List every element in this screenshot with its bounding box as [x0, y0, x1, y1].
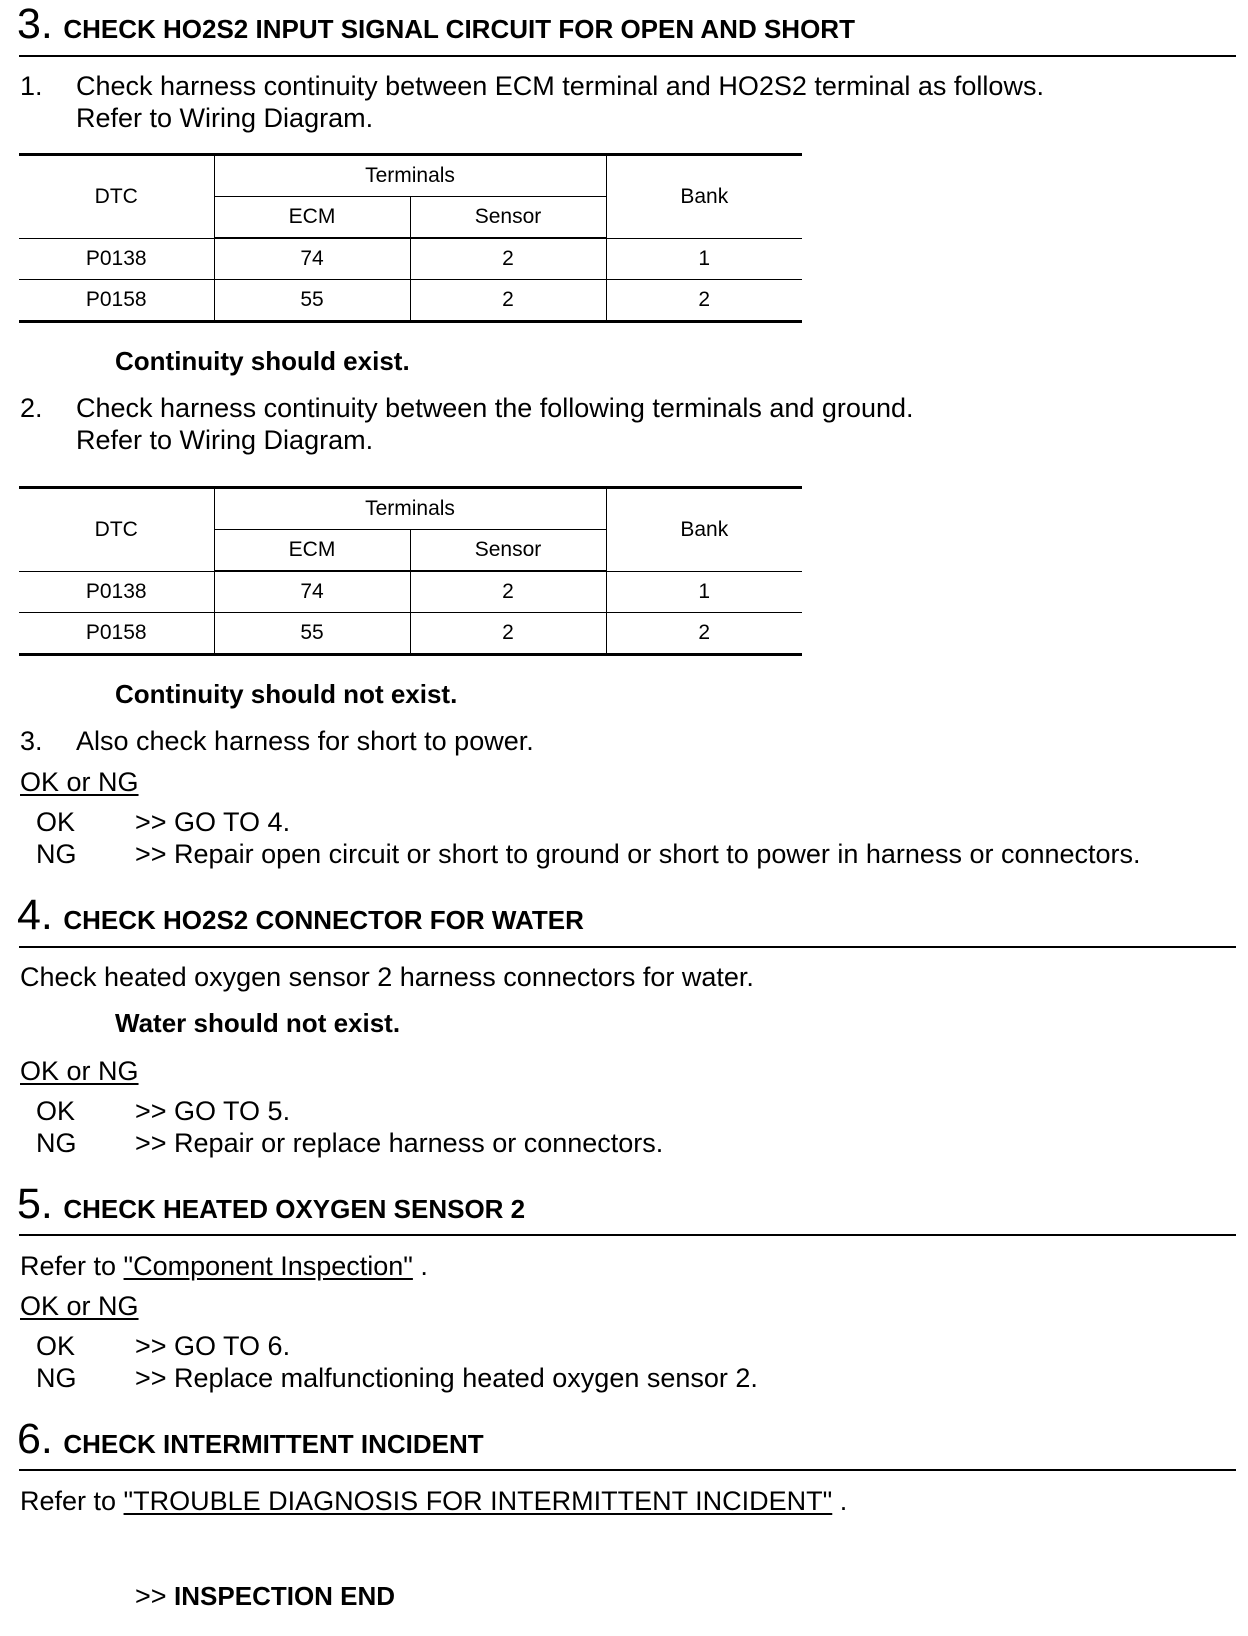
wiring-diagram-link[interactable]: Refer to Wiring Diagram. [76, 425, 374, 455]
step-number: 3. [17, 0, 53, 48]
cell-bank: 1 [606, 571, 802, 613]
section-divider [19, 1234, 1236, 1236]
ng-action: >> Repair or replace harness or connectors. [135, 1128, 664, 1158]
item-text: Check harness continuity between the following terminals and ground. [76, 393, 914, 423]
intermittent-incident-link[interactable]: "TROUBLE DIAGNOSIS FOR INTERMITTENT INCIDENT" [123, 1486, 833, 1516]
item-number: 3. [20, 726, 43, 756]
ok-label: OK [36, 1331, 76, 1361]
step-title: CHECK HEATED OXYGEN SENSOR 2 [63, 1194, 526, 1224]
refer-prefix: Refer to [20, 1251, 124, 1281]
item-text [76, 105, 373, 132]
refer-text [20, 1488, 847, 1515]
ng-label: NG [36, 839, 77, 869]
step-number: 5. [17, 1180, 53, 1228]
section-divider [19, 946, 1236, 948]
col-header-terminals: Terminals [214, 155, 606, 197]
terminal-table [19, 153, 802, 323]
item-text: Also check harness for short to power. [76, 726, 534, 756]
cell-sensor: 2 [410, 238, 606, 280]
cell-bank: 1 [606, 238, 802, 280]
cell-ecm: 55 [214, 613, 410, 655]
ng-action: >> Repair open circuit or short to ground or short to power in harness or connectors. [135, 839, 1141, 869]
col-header-ecm: ECM [214, 197, 410, 239]
col-header-dtc: DTC [19, 488, 214, 572]
ok-label: OK [36, 1096, 76, 1126]
ng-label: NG [36, 1363, 77, 1393]
step-title: CHECK HO2S2 INPUT SIGNAL CIRCUIT FOR OPEN AND SHORT [63, 14, 855, 44]
end-arrow: >> [135, 1581, 175, 1611]
terminal-table [19, 486, 802, 656]
table-row [19, 238, 802, 280]
col-header-bank: Bank [606, 488, 802, 572]
step-title: CHECK INTERMITTENT INCIDENT [63, 1429, 484, 1459]
col-header-sensor: Sensor [410, 197, 606, 239]
cell-sensor: 2 [410, 280, 606, 322]
refer-suffix: . [412, 1251, 428, 1281]
item-text [76, 427, 373, 454]
table-row [19, 280, 802, 322]
col-header-dtc: DTC [19, 155, 214, 239]
col-header-sensor: Sensor [410, 530, 606, 572]
ok-or-ng-label: OK or NG [20, 1056, 139, 1086]
ok-action[interactable]: >> GO TO 5. [135, 1096, 291, 1126]
ok-or-ng-label: OK or NG [20, 1291, 139, 1321]
cell-dtc: P0138 [19, 238, 214, 280]
expected-result: Water should not exist. [115, 1008, 401, 1038]
section-divider [19, 1469, 1236, 1471]
cell-sensor: 2 [410, 613, 606, 655]
expected-result: Continuity should exist. [115, 346, 410, 376]
ng-action: >> Replace malfunctioning heated oxygen sensor 2. [135, 1363, 758, 1393]
inspection-end [135, 1583, 395, 1610]
refer-prefix: Refer to [20, 1486, 124, 1516]
ok-action[interactable]: >> GO TO 6. [135, 1331, 291, 1361]
col-header-bank: Bank [606, 155, 802, 239]
col-header-terminals: Terminals [214, 488, 606, 530]
expected-result: Continuity should not exist. [115, 679, 458, 709]
section-divider [19, 55, 1236, 57]
col-header-ecm: ECM [214, 530, 410, 572]
step-4-header [17, 891, 584, 939]
step-3-header [17, 0, 855, 48]
step-6-header [17, 1415, 484, 1463]
refer-suffix: . [832, 1486, 848, 1516]
refer-text [20, 1253, 428, 1280]
ok-action[interactable]: >> GO TO 4. [135, 807, 291, 837]
table-row [19, 613, 802, 655]
instruction-text: Check heated oxygen sensor 2 harness connectors for water. [20, 962, 754, 992]
ok-or-ng-label: OK or NG [20, 767, 139, 797]
item-text: Check harness continuity between ECM terminal and HO2S2 terminal as follows. [76, 71, 1044, 101]
cell-dtc: P0158 [19, 613, 214, 655]
cell-ecm: 55 [214, 280, 410, 322]
cell-bank: 2 [606, 280, 802, 322]
item-number: 1. [20, 71, 43, 101]
cell-ecm: 74 [214, 238, 410, 280]
step-number: 6. [17, 1415, 53, 1463]
component-inspection-link[interactable]: "Component Inspection" [123, 1251, 413, 1281]
table-row [19, 571, 802, 613]
wiring-diagram-link[interactable]: Refer to Wiring Diagram. [76, 103, 374, 133]
cell-dtc: P0138 [19, 571, 214, 613]
item-number: 2. [20, 393, 43, 423]
ng-label: NG [36, 1128, 77, 1158]
step-5-header [17, 1180, 526, 1228]
step-title: CHECK HO2S2 CONNECTOR FOR WATER [63, 905, 584, 935]
cell-bank: 2 [606, 613, 802, 655]
cell-ecm: 74 [214, 571, 410, 613]
ok-label: OK [36, 807, 76, 837]
cell-sensor: 2 [410, 571, 606, 613]
step-number: 4. [17, 891, 53, 939]
end-text: INSPECTION END [174, 1581, 396, 1611]
cell-dtc: P0158 [19, 280, 214, 322]
